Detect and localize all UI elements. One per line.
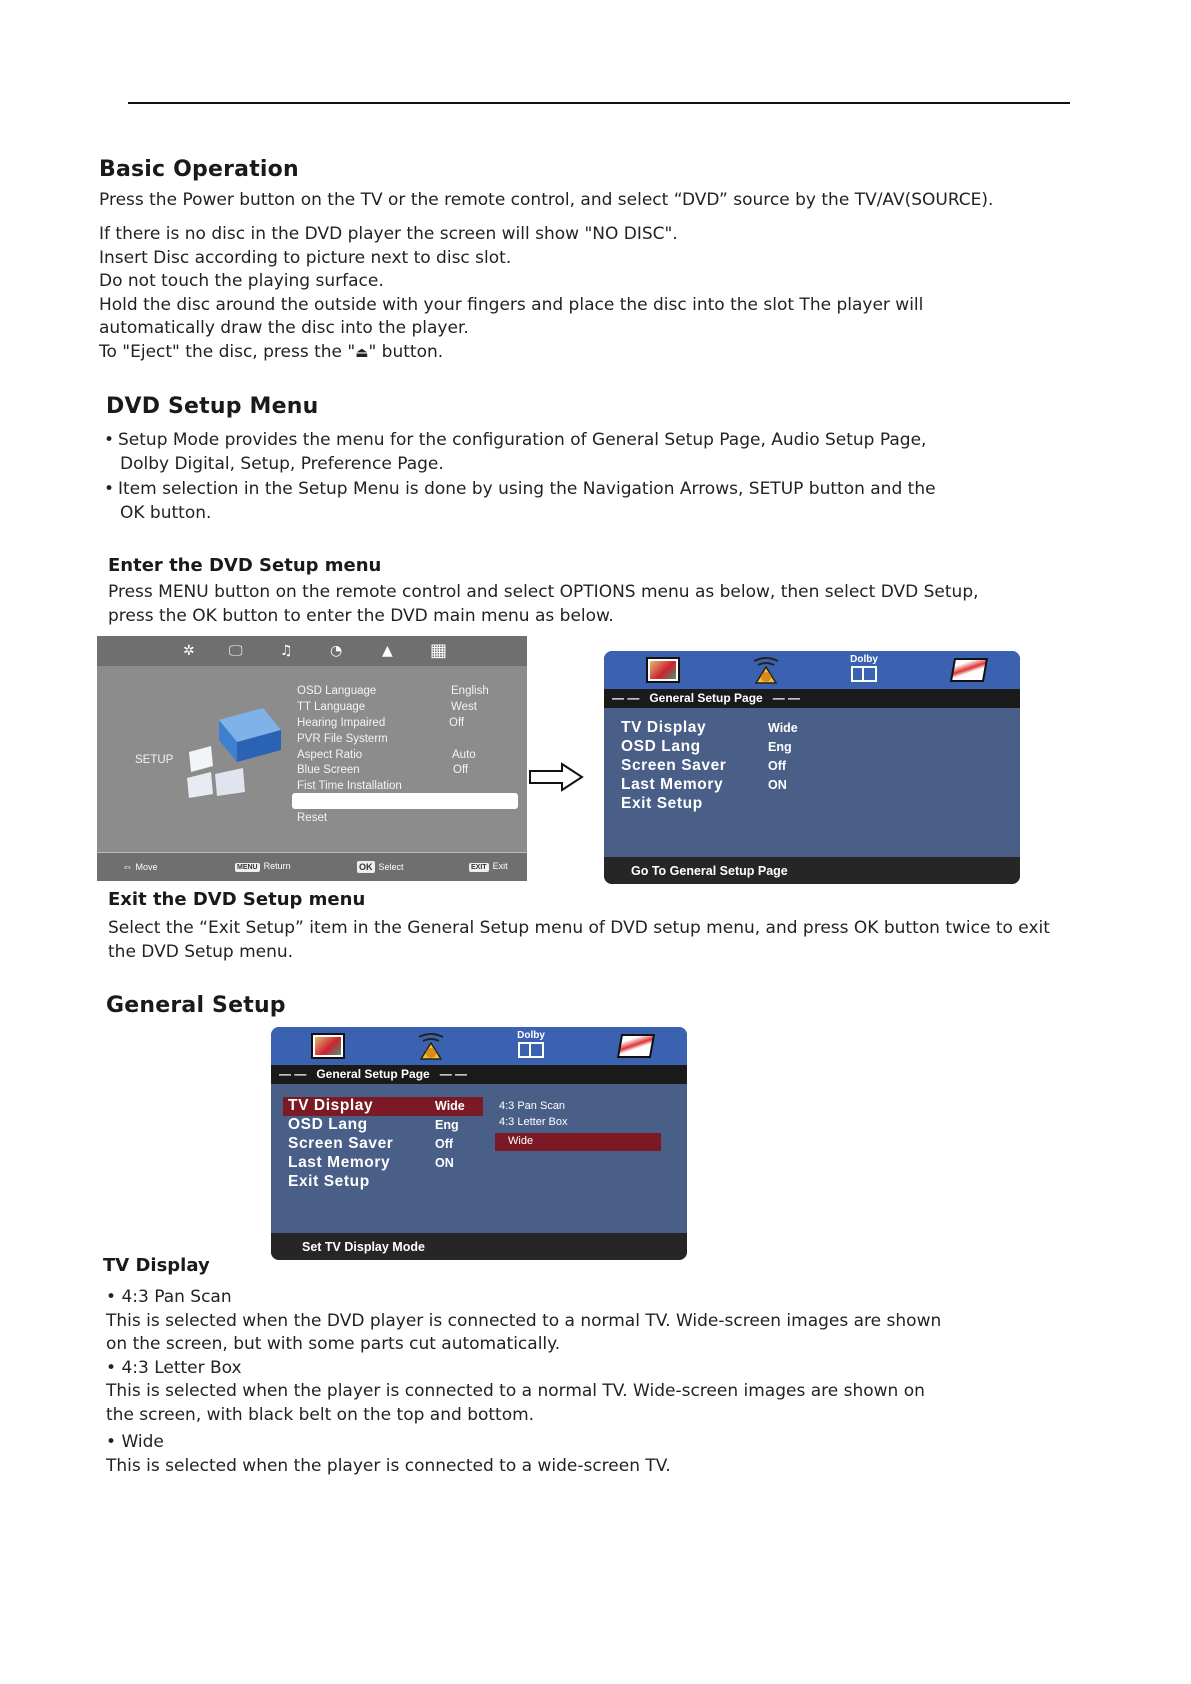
dvd-menu-item[interactable]: OSD Lang (288, 1116, 368, 1133)
dvd-footer-hint: Go To General Setup Page (604, 857, 1020, 884)
return-hint (235, 861, 291, 872)
dvd-footer-hint: Set TV Display Mode (271, 1233, 687, 1260)
dvd-setup-bullets (104, 429, 936, 525)
dvd-page-bar: — — General Setup Page — — (271, 1065, 687, 1084)
clock-icon: ◔ (330, 643, 343, 659)
dvd-top-bar (271, 1027, 687, 1065)
ok-key-icon: OK (359, 862, 373, 872)
dvd-menu-value: Eng (768, 740, 792, 754)
bullet-dot-icon: • (106, 1357, 122, 1378)
dvd-menu-item[interactable]: TV Display (621, 719, 707, 736)
options-value: Off (449, 717, 465, 729)
bullet-text: Setup Mode provides the menu for the configuration of General Setup Page, Audio Setup Page, (118, 430, 927, 450)
dolby-label: Dolby (517, 1030, 545, 1041)
body-line: Hold the disc around the outside with your fingers and place the disc into the slot The player will (99, 294, 924, 315)
right-arrow-icon (528, 762, 584, 792)
body-line: press the OK button to enter the DVD main menu as below. (108, 605, 614, 626)
options-grid-icon: ▦ (430, 640, 448, 661)
picture-icon: ✲ (183, 643, 195, 659)
dvd-menu-item[interactable]: Screen Saver (621, 757, 727, 774)
exit-hint (469, 861, 508, 872)
body-line: Select the “Exit Setup” item in the General Setup menu of DVD setup menu, and press OK button twice to exit (108, 918, 1050, 938)
setup-cube-icon (185, 704, 281, 800)
setup-label: SETUP (135, 754, 174, 766)
entry-title (106, 1357, 941, 1381)
picture-frame-icon[interactable] (950, 658, 988, 682)
dvd-menu-value: ON (435, 1156, 454, 1170)
options-menu-screenshot (97, 636, 527, 881)
basic-operation-body (99, 223, 923, 365)
speaker-icon[interactable] (748, 655, 784, 687)
bullet-continuation: Dolby Digital, Setup, Preference Page. (120, 453, 444, 474)
bullet-dot-icon: • (106, 1287, 122, 1307)
options-item[interactable]: Hearing Impaired (297, 717, 386, 729)
tv-display-icon[interactable] (311, 1033, 345, 1059)
bullet-text: Item selection in the Setup Menu is done by using the Navigation Arrows, SETUP button and the (118, 479, 936, 499)
select-hint (357, 861, 404, 873)
bullet-item (104, 478, 936, 502)
exit-setup-body (108, 917, 1050, 964)
options-item[interactable]: OSD Language (297, 685, 377, 697)
body-line: Do not touch the playing surface. (99, 271, 384, 291)
select-label: Select (378, 862, 404, 872)
body-line: If there is no disc in the DVD player the screen will show "NO DISC". (99, 224, 678, 244)
display-option[interactable]: 4:3 Pan Scan (499, 1100, 566, 1112)
entry-title-text: 4:3 Pan Scan (121, 1287, 232, 1307)
options-value: English (451, 685, 489, 697)
dvd-menu-item[interactable]: Last Memory (288, 1154, 391, 1171)
eject-line (99, 341, 923, 366)
dvd-tv-display-screen (271, 1027, 687, 1260)
entry-title-text: 4:3 Letter Box (121, 1357, 242, 1378)
exit-label: Exit (492, 861, 508, 871)
enter-setup-heading: Enter the DVD Setup menu (108, 555, 382, 576)
music-icon: ♫ (280, 643, 293, 659)
dvd-page-title: General Setup Page (649, 691, 763, 705)
dvd-menu-item[interactable]: Exit Setup (621, 795, 703, 812)
dolby-icon[interactable] (511, 1030, 551, 1058)
entry-line: the screen, with black belt on the top and bottom. (106, 1404, 535, 1425)
move-label: Move (135, 862, 158, 872)
options-item[interactable]: Aspect Ratio (297, 749, 363, 761)
entry-line: on the screen, but with some parts cut automatically. (106, 1334, 561, 1354)
basic-operation-heading: Basic Operation (99, 157, 299, 182)
picture-frame-icon[interactable] (617, 1034, 655, 1058)
eject-text-after: " button. (368, 341, 444, 362)
options-item[interactable]: Fist Time Installation (297, 780, 402, 792)
options-item[interactable]: Blue Screen (297, 764, 360, 776)
display-option[interactable]: 4:3 Letter Box (499, 1116, 568, 1128)
body-line: the DVD Setup menu. (108, 941, 294, 962)
monitor-icon: 🖵 (229, 643, 243, 659)
dvd-top-bar (604, 651, 1020, 689)
body-line: automatically draw the disc into the player. (99, 318, 469, 338)
options-item[interactable]: Reset (297, 812, 328, 824)
return-label: Return (263, 861, 291, 871)
lock-icon: ▲ (382, 643, 393, 659)
options-value: West (451, 701, 477, 713)
move-arrows-icon: ⇔ (122, 861, 133, 873)
dvd-setup-menu-heading: DVD Setup Menu (106, 394, 319, 419)
entry-title (106, 1286, 941, 1310)
options-item[interactable]: PVR File Systerm (297, 733, 388, 745)
bullet-dot-icon: • (104, 479, 115, 499)
dvd-menu-item[interactable]: Exit Setup (288, 1173, 370, 1190)
basic-operation-intro: Press the Power button on the TV or the remote control, and select “DVD” source by the TV/AV(SOURCE). (99, 190, 994, 210)
options-value: Auto (452, 749, 476, 761)
tv-display-entries (106, 1286, 941, 1478)
entry-line: This is selected when the player is connected to a normal TV. Wide-screen images are shown on (106, 1381, 925, 1401)
dvd-menu-value: Wide (435, 1099, 465, 1113)
entry-title (106, 1431, 941, 1455)
dolby-label: Dolby (850, 654, 878, 665)
dvd-page-bar: — — General Setup Page — — (604, 689, 1020, 708)
options-item[interactable]: TT Language (297, 701, 366, 713)
eject-text-before: To "Eject" the disc, press the " (99, 341, 356, 362)
body-line: Insert Disc according to picture next to disc slot. (99, 247, 512, 268)
dvd-menu-item-selected[interactable]: TV Display (288, 1097, 374, 1114)
menu-key-icon: MENU (237, 864, 258, 871)
dvd-menu-value: Off (768, 759, 787, 773)
general-setup-heading: General Setup (106, 993, 286, 1018)
exit-setup-heading: Exit the DVD Setup menu (108, 889, 366, 910)
eject-icon: ⏏ (355, 344, 369, 361)
dvd-menu-item[interactable]: Last Memory (621, 776, 724, 793)
options-footer (97, 852, 527, 881)
bullet-continuation: OK button. (120, 502, 212, 523)
tv-display-icon[interactable] (646, 657, 680, 683)
dvd-menu-value: Eng (435, 1118, 459, 1132)
options-value: Off (453, 764, 469, 776)
header-rule (128, 102, 1070, 104)
body-line: Press MENU button on the remote control and select OPTIONS menu as below, then select DVD Setup, (108, 582, 979, 602)
dvd-menu-item[interactable]: Screen Saver (288, 1135, 394, 1152)
speaker-icon[interactable] (413, 1031, 449, 1063)
dvd-page-title: General Setup Page (316, 1067, 430, 1081)
move-hint (122, 861, 158, 873)
entry-title-text: Wide (121, 1432, 164, 1452)
entry-line: This is selected when the DVD player is connected to a normal TV. Wide-screen images are shown (106, 1310, 942, 1331)
exit-key-icon: EXIT (471, 864, 487, 871)
entry-line: This is selected when the player is connected to a wide-screen TV. (106, 1455, 671, 1476)
dvd-menu-item[interactable]: OSD Lang (621, 738, 701, 755)
enter-setup-body (108, 581, 979, 628)
tv-display-heading: TV Display (103, 1255, 210, 1276)
dvd-menu-value: Wide (768, 721, 798, 735)
options-highlight-bar[interactable] (292, 793, 518, 809)
dvd-menu-value: ON (768, 778, 787, 792)
dvd-general-setup-screen (604, 651, 1020, 884)
bullet-item (104, 429, 936, 453)
options-top-bar (97, 636, 527, 666)
bullet-dot-icon: • (106, 1432, 122, 1452)
display-option-selected[interactable]: Wide (508, 1135, 534, 1147)
dvd-menu-value: Off (435, 1137, 454, 1151)
bullet-dot-icon: • (104, 430, 115, 450)
dolby-icon[interactable] (844, 654, 884, 682)
